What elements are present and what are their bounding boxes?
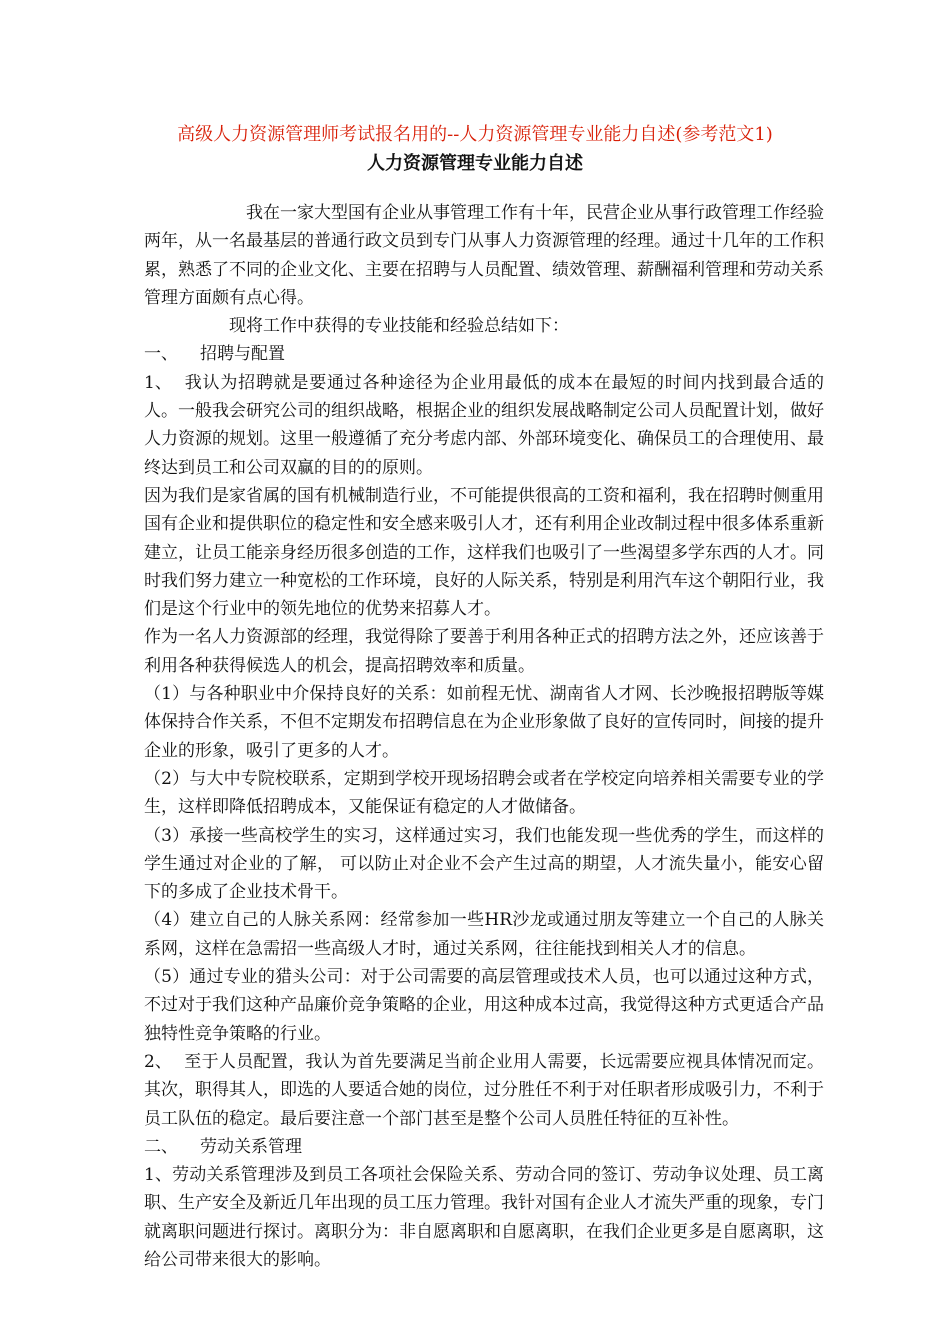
section1-number: 一、 xyxy=(144,344,178,365)
section1-item2-number: 2、 xyxy=(144,1051,172,1072)
section1-item1-text: 我认为招聘就是要通过各种途径为企业用最低的成本在最短的时间内找到最合适的人。一般我会研究公司的组织战略，根据企业的组织发展战略制定公司人员配置计划，做好人力资源的规划。这里一般遵循了充分考虑内部、外部环境变化、确保员工的合理使用、最终达到员工和公司双赢的目的的原则。 xyxy=(144,372,824,478)
document-body xyxy=(144,199,824,1274)
section1-title: 招聘与配置 xyxy=(200,344,285,365)
section1-item2-text: 至于人员配置，我认为首先要满足当前企业用人需要，长远需要应视具体情况而定。其次，职得其人，即选的人要适合她的岗位，过分胜任不利于对任职者形成吸引力，不利于员工队伍的稳定。最后要注意一个部门甚至是整个公司人员胜任特征的互补性。 xyxy=(144,1051,824,1129)
section2-number: 二、 xyxy=(144,1136,178,1157)
section1-sub3: （3）承接一些高校学生的实习，这样通过实习，我们也能发现一些优秀的学生，而这样的学生通过对企业的了解， 可以防止对企业不会产生过高的期望，人才流失量小，能安心留下的多成了企业技术骨干。 xyxy=(144,825,824,903)
document-subtitle: 人力资源管理专业能力自述 xyxy=(367,153,583,174)
section1-heading xyxy=(144,340,824,368)
section1-sub4: （4）建立自己的人脉关系网：经常参加一些HR沙龙或通过朋友等建立一个自己的人脉关系网，这样在急需招一些高级人才时，通过关系网，往往能找到相关人才的信息。 xyxy=(144,910,824,959)
summary-line: 现将工作中获得的专业技能和经验总结如下： xyxy=(229,316,569,337)
section2-item1: 1、劳动关系管理涉及到员工各项社会保险关系、劳动合同的签订、劳动争议处理、员工离职、生产安全及新近几年出现的员工压力管理。我针对国有企业人才流失严重的现象，专门就离职问题进行探讨。离职分为：非自愿离职和自愿离职，在我们企业更多是自愿离职，这给公司带来很大的影响。 xyxy=(144,1165,824,1270)
section1-para3: 作为一名人力资源部的经理，我觉得除了要善于利用各种正式的招聘方法之外，还应该善于利用各种获得候选人的机会，提高招聘效率和质量。 xyxy=(144,627,824,676)
section1-item1 xyxy=(144,369,824,482)
section1-sub1: （1）与各种职业中介保持良好的关系：如前程无忧、湖南省人才网、长沙晚报招聘版等媒体保持合作关系，不但不定期发布招聘信息在为企业形象做了良好的宣传同时，间接的提升企业的形象，吸引了更多的人才。 xyxy=(144,684,824,761)
section2-title: 劳动关系管理 xyxy=(200,1136,302,1157)
section1-sub2: （2）与大中专院校联系，定期到学校开现场招聘会或者在学校定向培养相关需要专业的学生，这样即降低招聘成本，又能保证有稳定的人才做储备。 xyxy=(144,768,824,818)
section1-para2: 因为我们是家省属的国有机械制造行业，不可能提供很高的工资和福利，我在招聘时侧重用国有企业和提供职位的稳定性和安全感来吸引人才，还有利用企业改制过程中很多体系重新建立，让员工能亲身经历很多创造的工作，这样我们也吸引了一些渴望多学东西的人才。同时我们努力建立一种宽松的工作环境，良好的人际关系，特别是利用汽车这个朝阳行业，我们是这个行业中的领先地位的优势来招募人才。 xyxy=(144,485,824,620)
section1-sub5: （5）通过专业的猎头公司：对于公司需要的高层管理或技术人员，也可以通过这种方式，不过对于我们这种产品廉价竞争策略的企业，用这种成本过高，我觉得这种方式更适合产品独特性竞争策略的行业。 xyxy=(144,967,824,1044)
section1-item2 xyxy=(144,1048,824,1133)
section1-item1-number: 1、 xyxy=(144,372,172,393)
intro-paragraph: 我在一家大型国有企业从事管理工作有十年，民营企业从事行政管理工作经验两年，从一名最基层的普通行政文员到专门从事人力资源管理的经理。通过十几年的工作积累，熟悉了不同的企业文化、主要在招聘与人员配置、绩效管理、薪酬福利管理和劳动关系管理方面颇有点心得。 xyxy=(144,203,824,308)
document-red-title: 高级人力资源管理师考试报名用的--人力资源管理专业能力自述(参考范文1) xyxy=(177,124,773,145)
section2-heading xyxy=(144,1133,824,1161)
